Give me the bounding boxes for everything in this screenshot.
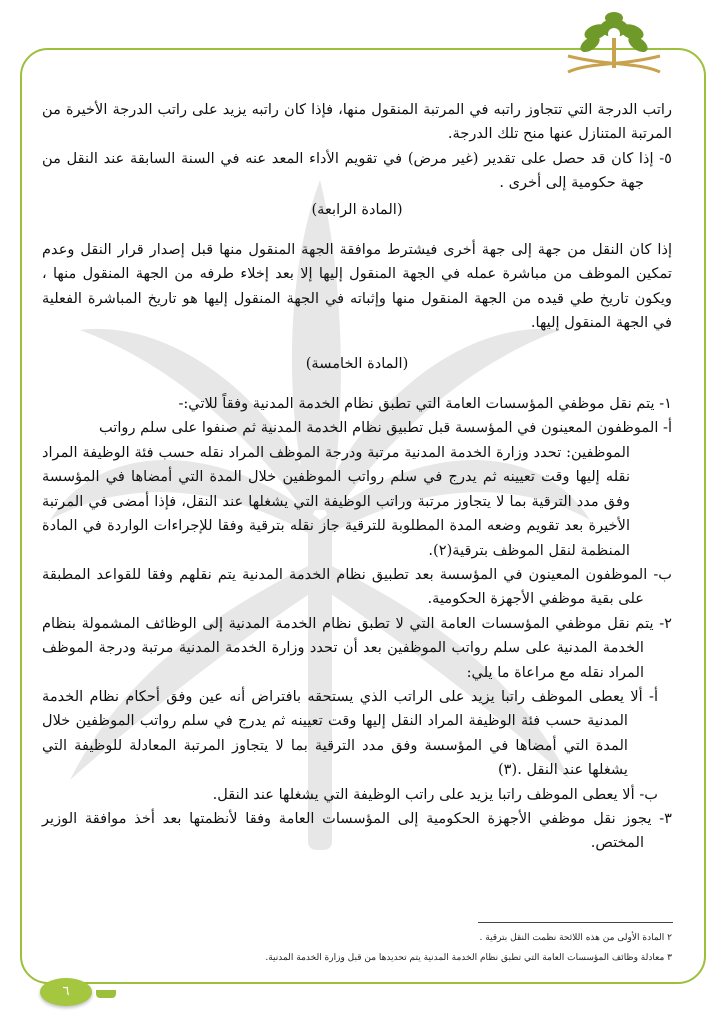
paragraph-item-2: ٢- يتم نقل موظفي المؤسسات العامة التي لا تطبق نظام الخدمة المدنية إلى الوظائف المشمولة بنظام الخدمة المدنية على سلم رواتب الموظفين بعد أن تحدد وزارة الخدمة المدنية مرتبة ودرجة الموظف المراد نقله مع مراعاة ما يلي: xyxy=(42,614,672,681)
document-body xyxy=(42,98,672,856)
spacer xyxy=(42,378,672,392)
paragraph-item-5: ٥- إذا كان قد حصل على تقدير (غير مرض) في تقويم الأداء المعد عنه في السنة السابقة عند النقل من جهة حكومية إلى أخرى . xyxy=(42,149,672,192)
page-number: ٦ xyxy=(62,984,70,999)
footnote-2: ٢ المادة الأولى من هذه اللائحة نظمت النقل بترقية . xyxy=(479,933,672,943)
paragraph-item-1a-intro: أ- الموظفون المعينون في المؤسسة قبل تطبيق نظام الخدمة المدنية ثم صنفوا على سلم رواتب xyxy=(98,419,672,437)
paragraph-salary-degree: راتب الدرجة التي تتجاوز راتبه في المرتبة المنقول منها، فإذا كان راتبه يزيد على راتب الدرجة الأخيرة من المرتبة المتنازل عنها منح تلك الدرجة. xyxy=(42,101,672,143)
paragraph-article-4: إذا كان النقل من جهة إلى جهة أخرى فيشترط موافقة الجهة المنقول منها قبل إصدار قرار النقل وعدم تمكين الموظف من مباشرة عمله في الجهة المنقول إليها إلا بعد إخلاء طرفه من الجهة المنقول منها ، ويكون تاريخ طي قيده من الجهة المنقول منها وإثباته في الجهة المنقول إليها هو تاريخ المباشرة الفعلية في الجهة المنقول إليها. xyxy=(42,241,672,332)
paragraph-item-1a-body: الموظفين: تحدد وزارة الخدمة المدنية مرتبة ودرجة الموظف المراد نقله حسب فئة الوظيفة المراد نقله إليها وقت تعيينه ثم يدرج في سلم رواتب الموظفين خلال المدة التي أمضاها في المؤسسة وفق مدد الترقية بما لا يتجاوز مرتبة وراتب الوظيفة التي يشغلها عند النقل، فإذا أمضى في المرتبة الأخيرة بعد تقويم وضعه المدة المطلوبة للترقية جاز نقله بترقية وفقا للإجراءات الواردة في المادة المنظمة لنقل الموظف بترقية(٢). xyxy=(42,443,630,559)
spacer xyxy=(42,224,672,238)
paragraph-item-1: ١- يتم نقل موظفي المؤسسات العامة التي تطبق نظام الخدمة المدنية وفقاً للاتي:- xyxy=(178,395,672,413)
paragraph-item-2b: ب- ألا يعطى الموظف راتبا يزيد على راتب الوظيفة التي يشغلها عند النقل. xyxy=(212,785,658,803)
article-5-title: (المادة الخامسة) xyxy=(305,354,409,372)
spacer xyxy=(42,336,672,350)
badge-tab xyxy=(96,990,116,998)
article-4-title: (المادة الرابعة) xyxy=(311,200,403,218)
palm-swords-logo-icon xyxy=(560,6,668,88)
paragraph-item-1b: ب- الموظفون المعينون في المؤسسة بعد تطبيق نظام الخدمة المدنية يتم نقلهم وفقا للقواعد المطبقة على بقية موظفي الأجهزة الحكومية. xyxy=(42,565,672,608)
paragraph-item-3: ٣- يجوز نقل موظفي الأجهزة الحكومية إلى المؤسسات العامة وفقا لأنظمتها بعد أخذ موافقة الوزير المختص. xyxy=(42,809,672,852)
paragraph-item-2a: أ- ألا يعطى الموظف راتبا يزيد على الراتب الذي يستحقه بافتراض أنه عين وفق أحكام نظام الخدمة المدنية حسب فئة الوظيفة المراد النقل إليها وقت تعيينه ثم يدرج في سلم رواتب الموظفين خلال المدة التي أمضاها في المؤسسة وفق مدد الترقية بما لا يتجاوز المرتبة المعادلة للوظيفة التي يشغلها عند النقل .(٣) xyxy=(42,687,658,779)
footnote-separator xyxy=(478,922,673,923)
footnote-3: ٣ معادلة وظائف المؤسسات العامة التي تطبق نظام الخدمة المدنية يتم تحديدها من قبل وزارة الخدمة المدنية. xyxy=(265,953,672,963)
